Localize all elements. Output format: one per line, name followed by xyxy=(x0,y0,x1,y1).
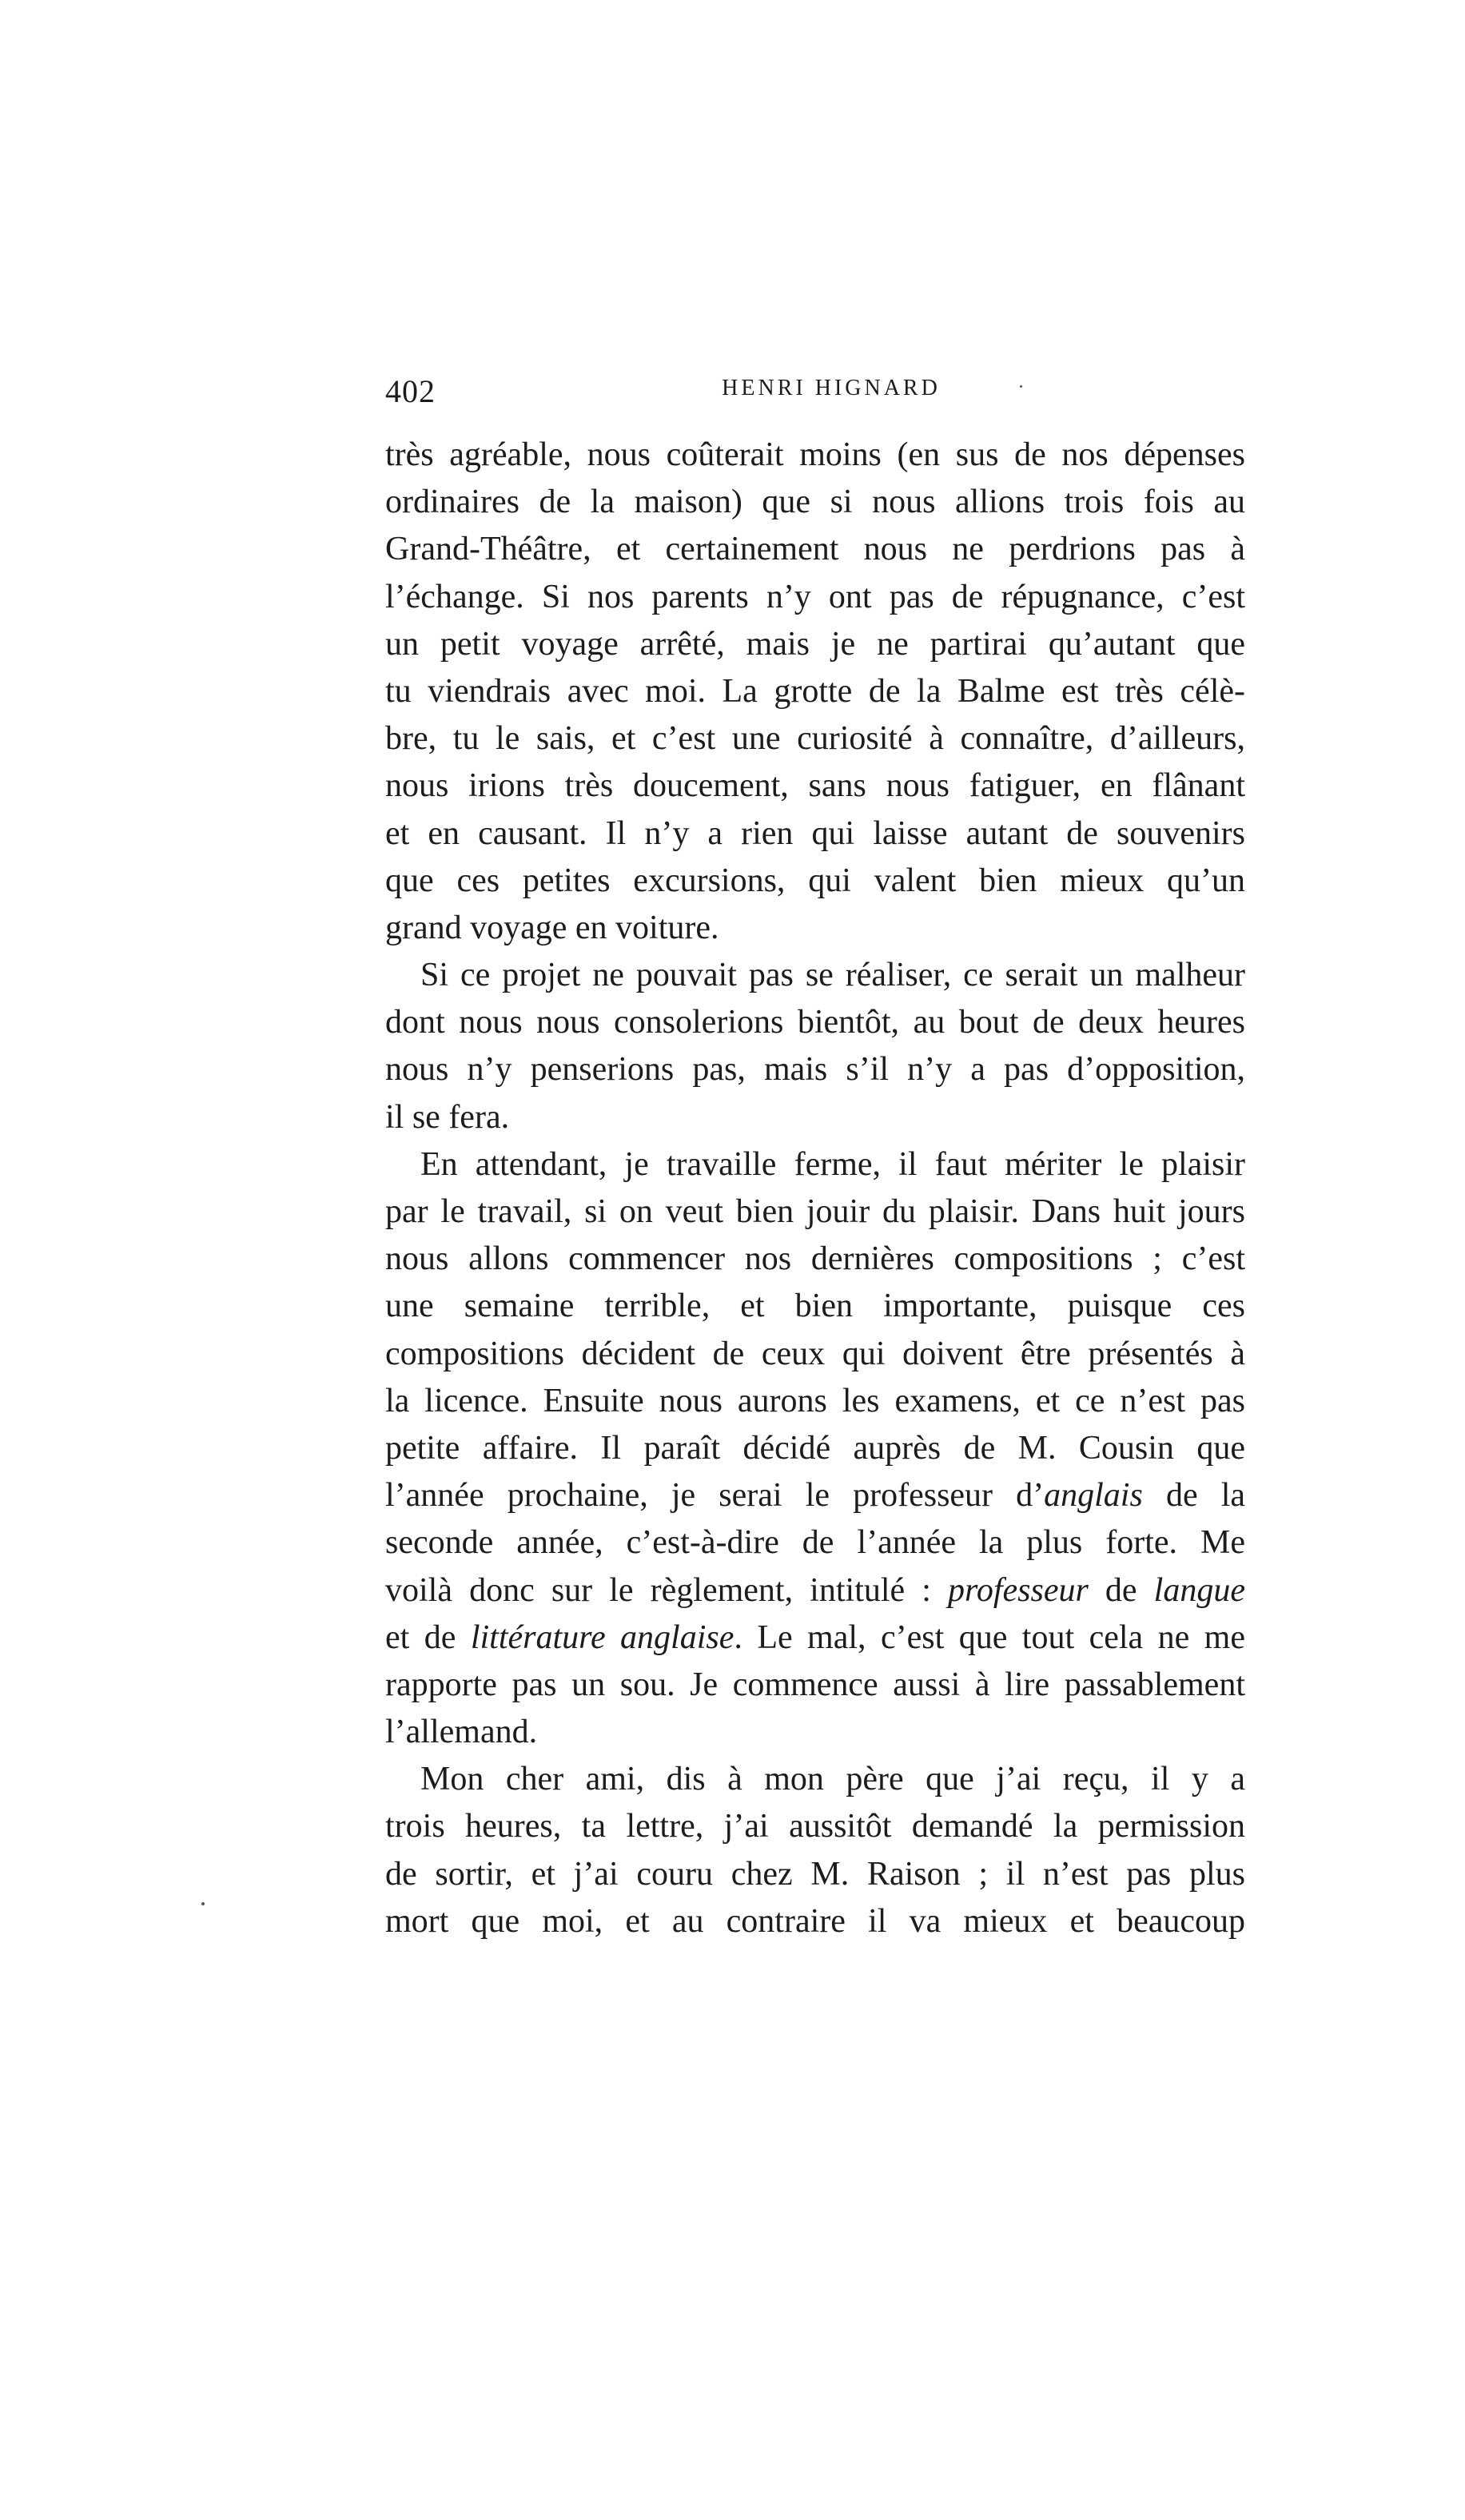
running-head xyxy=(385,372,1245,420)
italic-word: littérature anglaise xyxy=(470,1618,734,1656)
italic-word: langue xyxy=(1153,1571,1245,1609)
text-segment: . Le mal, c’est que tout cela ne me xyxy=(734,1618,1245,1656)
text-line: tu viendrais avec moi. La grotte de la Balme est très célè- xyxy=(385,672,1245,710)
text-segment: de xyxy=(1088,1571,1154,1609)
text-segment: l’année prochaine, je serai le professeur d’ xyxy=(385,1477,1045,1515)
text-line: mort que moi, et au contraire il va mieux et beaucoup xyxy=(385,1902,1245,1940)
text-line: l’échange. Si nos parents n’y ont pas de répugnance, c’est xyxy=(385,578,1245,615)
text-segment: voilà donc sur le règlement, intitulé : xyxy=(385,1571,949,1609)
text-line: la licence. Ensuite nous aurons les examens, et ce n’est pas xyxy=(385,1382,1245,1419)
italic-word: anglais xyxy=(1044,1477,1143,1515)
text-line: bre, tu le sais, et c’est une curiosité à connaître, d’ailleurs, xyxy=(385,720,1245,758)
body-text xyxy=(385,432,1245,1945)
text-line: nous allons commencer nos dernières compositions ; c’est xyxy=(385,1240,1245,1278)
text-line: ordinaires de la maison) que si nous allions trois fois au xyxy=(385,484,1245,521)
text-line: Si ce projet ne pouvait pas se réaliser, ce serait un malheur xyxy=(420,957,1245,994)
text-segment: et de xyxy=(385,1618,471,1656)
text-line xyxy=(385,1614,1245,1662)
text-line: que ces petites excursions, qui valent bien mieux qu’un xyxy=(385,862,1245,899)
text-line: par le travail, si on veut bien jouir du plaisir. Dans huit jours xyxy=(385,1193,1245,1230)
text-line: très agréable, nous coûterait moins (en sus de nos dépenses xyxy=(385,436,1245,473)
text-line: En attendant, je travaille ferme, il faut mériter le plaisir xyxy=(420,1145,1245,1183)
text-line xyxy=(385,1567,1245,1614)
paper-speck xyxy=(1020,385,1022,388)
text-line: petite affaire. Il paraît décidé auprès de M. Cousin que xyxy=(385,1429,1245,1467)
text-line: dont nous nous consolerions bientôt, au bout de deux heures xyxy=(385,1004,1245,1041)
text-line: seconde année, c’est-à-dire de l’année la plus forte. Me xyxy=(385,1524,1245,1562)
text-line: et en causant. Il n’y a rien qui laisse autant de souvenirs xyxy=(385,814,1245,852)
text-line: compositions décident de ceux qui doivent être présentés à xyxy=(385,1335,1245,1372)
text-line xyxy=(385,1472,1245,1519)
text-line: l’allemand. xyxy=(385,1714,538,1751)
page-number: 402 xyxy=(385,373,436,409)
text-line: Grand-Théâtre, et certainement nous ne perdrions pas à xyxy=(385,531,1245,568)
text-line: de sortir, et j’ai couru chez M. Raison ; il n’est pas plus xyxy=(385,1855,1245,1893)
text-line: nous irions très doucement, sans nous fatiguer, en flânant xyxy=(385,767,1245,805)
text-line: un petit voyage arrêté, mais je ne partirai qu’autant que xyxy=(385,625,1245,663)
text-line: grand voyage en voiture. xyxy=(385,909,719,946)
text-line: il se fera. xyxy=(385,1098,510,1136)
text-line: Mon cher ami, dis à mon père que j’ai reçu, il y a xyxy=(420,1761,1245,1798)
paper-speck xyxy=(201,1902,205,1905)
text-line: rapporte pas un sou. Je commence aussi à lire passablement xyxy=(385,1666,1245,1703)
text-line: nous n’y penserions pas, mais s’il n’y a pas d’opposition, xyxy=(385,1051,1245,1089)
text-line: une semaine terrible, et bien importante, puisque ces xyxy=(385,1288,1245,1325)
text-line: trois heures, ta lettre, j’ai aussitôt demandé la permission xyxy=(385,1808,1245,1845)
text-segment: de la xyxy=(1142,1477,1245,1515)
italic-word: professeur xyxy=(948,1571,1089,1609)
running-title: HENRI HIGNARD xyxy=(722,376,941,400)
